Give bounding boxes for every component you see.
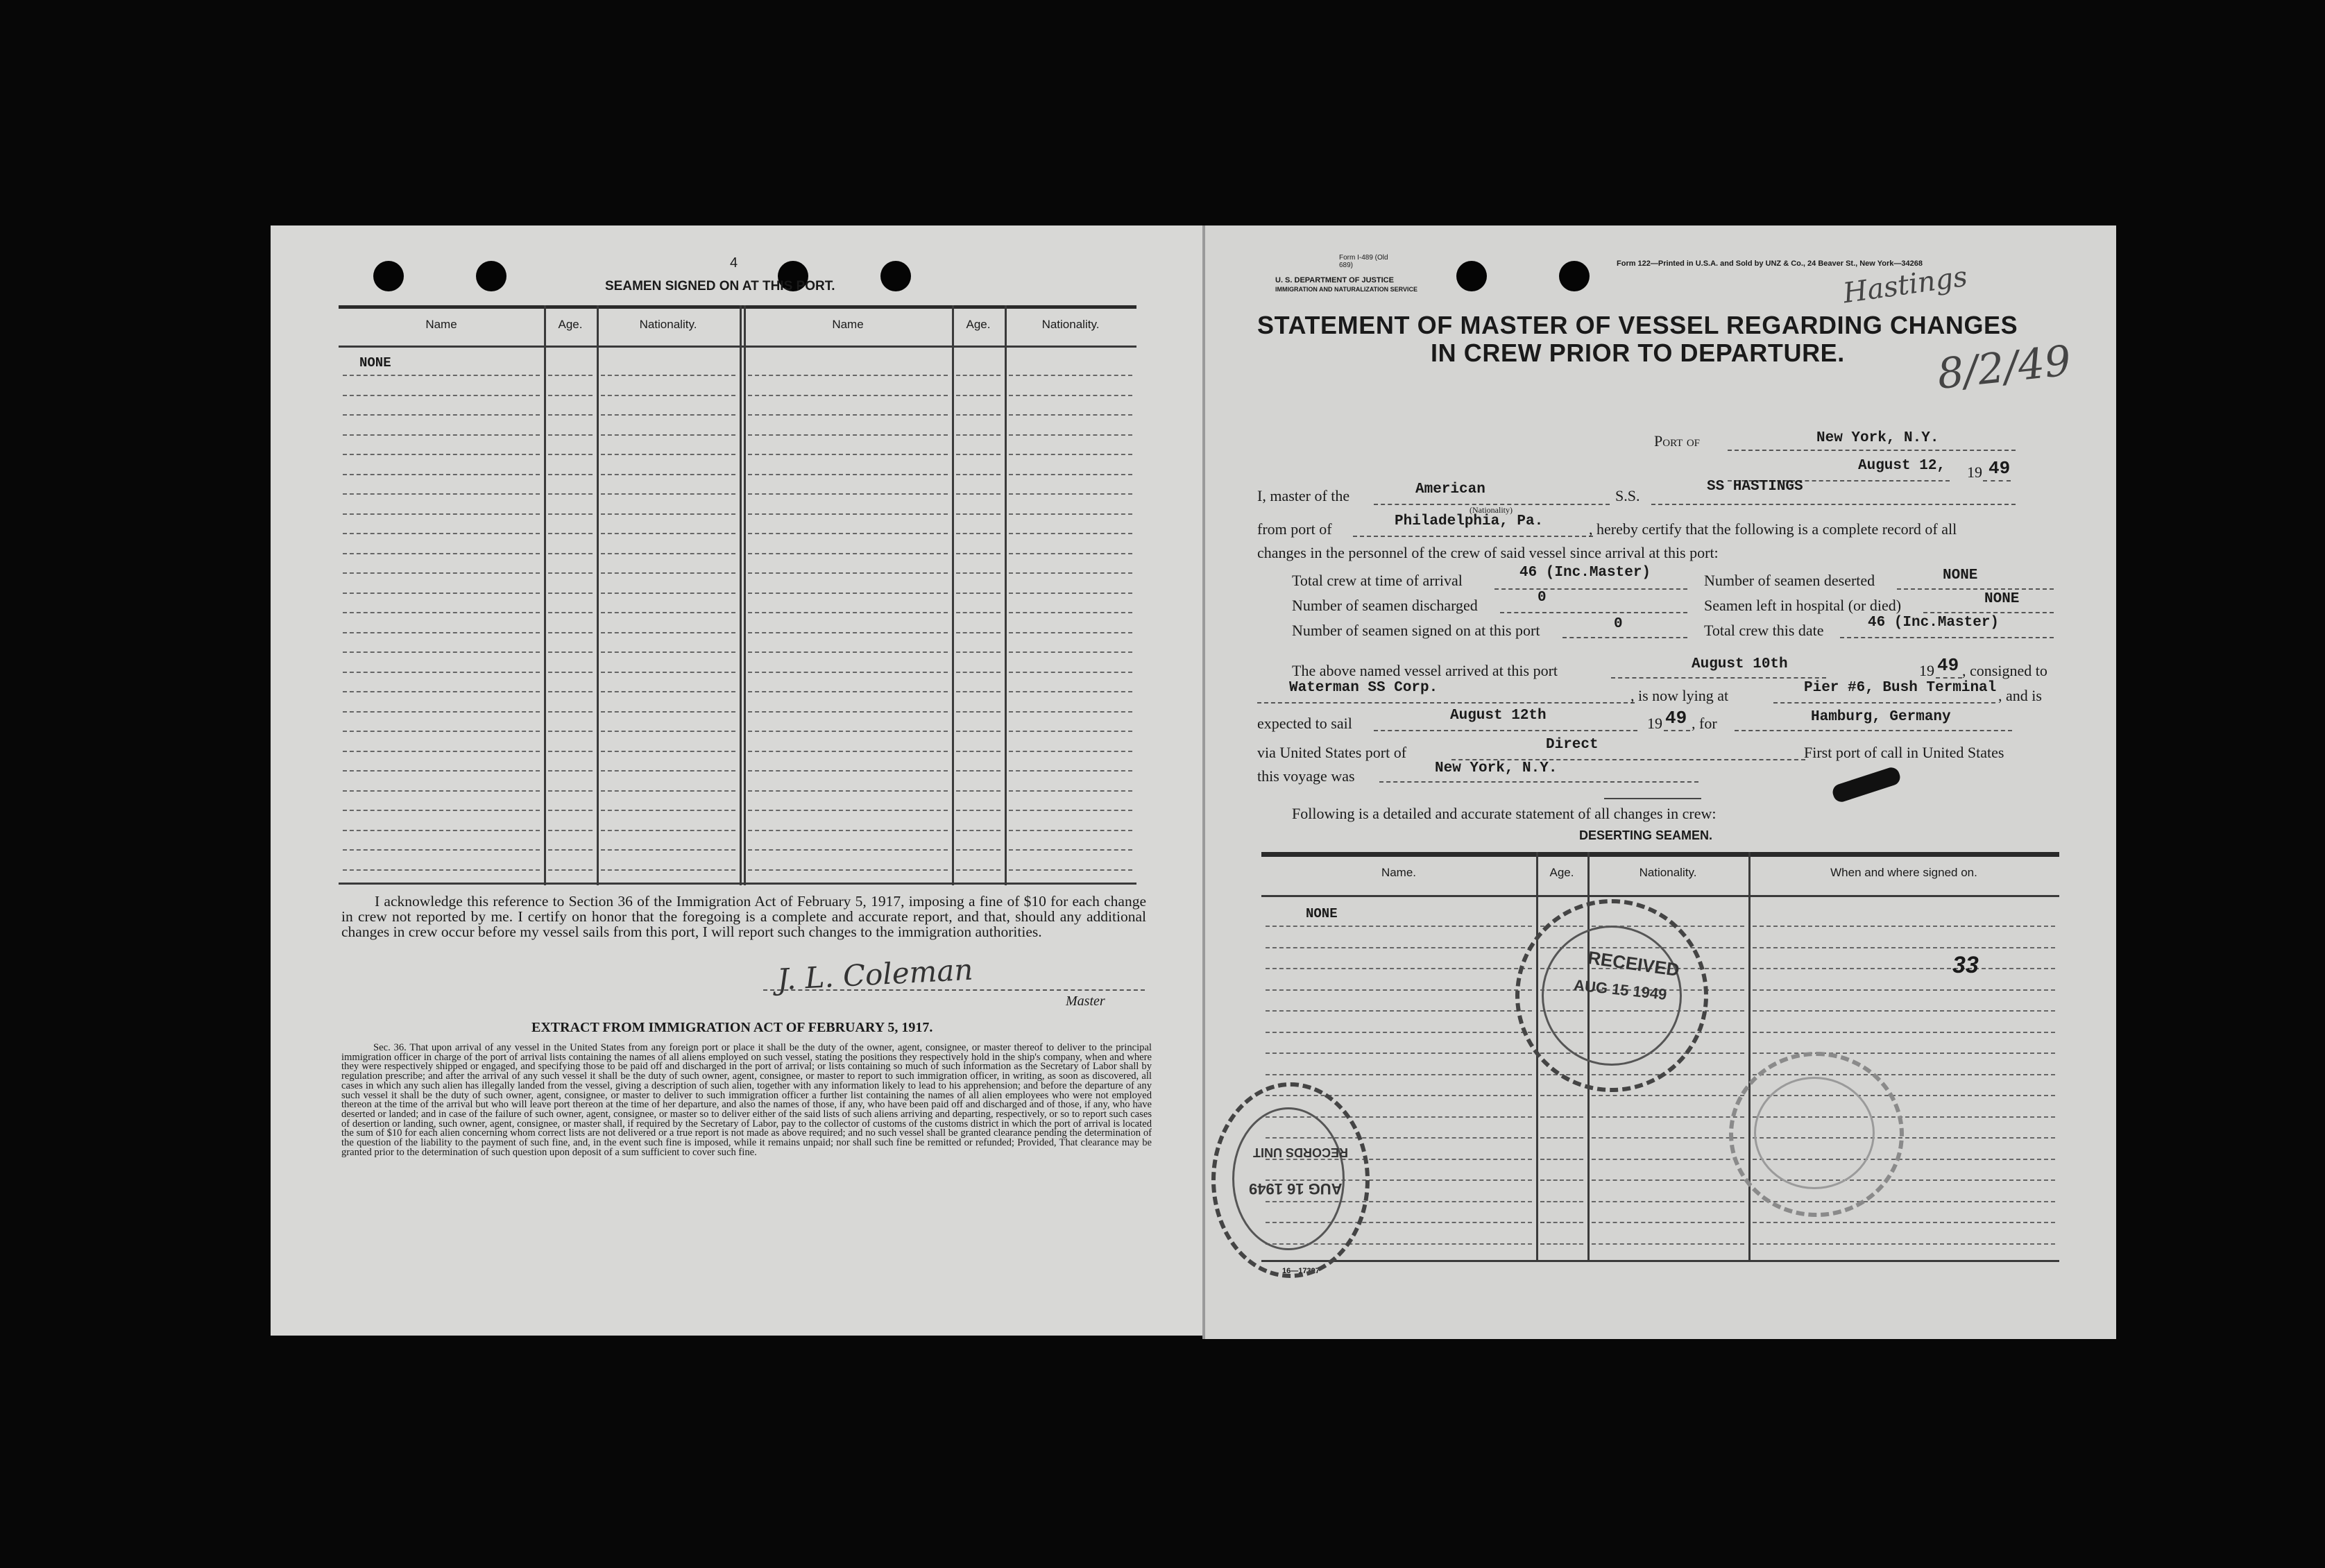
first-entry: NONE — [1306, 906, 1338, 921]
table-rule — [548, 770, 593, 772]
table-rule — [748, 711, 948, 713]
punch-hole — [1456, 261, 1487, 291]
table-rule — [1592, 1137, 1744, 1139]
deserted-value: NONE — [1943, 568, 1978, 583]
handwritten-vessel-name: Hastings — [1841, 260, 1970, 310]
for-label: , for — [1692, 715, 1717, 732]
lying-label: , is now lying at — [1630, 687, 1729, 704]
table-rule — [1592, 1222, 1744, 1223]
form-id: Form I-489 (Old 689) — [1339, 254, 1388, 269]
acknowledgement-text: I acknowledge this reference to Section 36 of the Immigration Act of February 5, 1917, imposing a fine of $10 for each change in crew not reported by me. I certify on honor that the foregoing is a complete and accurate report, and that, should any additional changes in crew occur before my vessel sails from this port, I will report such changes to the immigration authorities. — [341, 893, 1146, 940]
column-header: When and where signed on. — [1830, 866, 1977, 879]
page-fold — [1202, 225, 1205, 1339]
table-rule — [343, 493, 540, 495]
table-rule — [343, 612, 540, 613]
department: U. S. DEPARTMENT OF JUSTICE — [1275, 276, 1394, 284]
table-rule — [1540, 1222, 1583, 1223]
table-rule — [343, 474, 540, 475]
hospital-label: Seamen left in hospital (or died) — [1704, 597, 1902, 614]
table-rule — [548, 434, 593, 436]
table-rule — [548, 790, 593, 792]
table-rule — [343, 651, 540, 653]
arrived-year: 49 — [1937, 655, 1959, 676]
via-value: Direct — [1546, 737, 1599, 753]
table-rule — [548, 849, 593, 851]
page-count: 33 — [1952, 952, 1979, 978]
table-rule — [956, 434, 1000, 436]
received-stamp-label: RECEIVED — [1586, 946, 1681, 981]
table-rule — [748, 672, 948, 673]
table-rule — [748, 474, 948, 475]
printer-note: Form 122—Printed in U.S.A. and Sold by UNZ & Co., 24 Beaver St., New York—34268 — [1617, 259, 1923, 268]
table-rule — [1753, 989, 2055, 991]
table-rule — [601, 553, 735, 554]
table-rule — [956, 533, 1000, 534]
table-rule — [601, 849, 735, 851]
table-rule — [601, 691, 735, 692]
column-header: Name. — [1381, 866, 1417, 879]
table-rule — [956, 375, 1000, 376]
table-rule — [748, 454, 948, 455]
table-rule — [343, 869, 540, 871]
via-label: via United States port of — [1257, 744, 1407, 761]
table-rule — [548, 632, 593, 633]
following-text: Following is a detailed and accurate statement of all changes in crew: — [1292, 805, 1717, 822]
voyage-value: New York, N.Y. — [1435, 760, 1558, 776]
extract-text: Sec. 36. That upon arrival of any vessel in the United States from any foreign port or place it shall be the duty of the owner, agent, consignee, or master thereof to deliver to the principal immigration officer in charge of the port of arrival lists containing the names of all aliens employed on such vessel, stating the positions they respectively hold in the ship's company, when and where they were respectively shipped or engaged, and specifying those to be paid off and discharged in the port of arrival; or lists containing so much of such information as the Secretary of Labor shall by regulation prescribe; and after the arrival of any such vessel it shall be the duty of such owner, agent, consignee, or master to report to such immigration officer, in writing, as soon as discovered, all cases in which any such alien has illegally landed from the vessel, giving a description of such alien, together with any information likely to lead to his apprehension; and before the departure of any such vessel it shall be the duty of such owner, agent, consignee, or master to deliver to such immigration officer a further list containing the names of all alien employees who were not employed thereon at the time of the arrival but who will leave port thereon at the time of her departure, and also the names of those, if any, who have been paid off and discharged and of those, if any, who have deserted or landed; and in case of the failure of such owner, agent, consignee, or master so to deliver either of the said lists of such aliens arriving and departing, respectively, or so to report such cases of desertion or landing, such owner, agent, consignee, or master shall, if required by the Secretary of Labor, pay to the collector of customs of the customs district in which the port of arrival is located the sum of $10 for each alien concerning whom correct lists are not delivered or a true report is not made as above required; and no such vessel shall be granted clearance pending the determination of the question of the liability to the payment of such fine, and, in the event such fine is imposed, while it remains unpaid; nor shall such fine be remitted or refunded; Provided, That clearance may be granted prior to the determination of such question upon deposit of a sum sufficient to cover such fine. — [341, 1042, 1152, 1158]
table-rule — [748, 731, 948, 732]
deserting-title: DESERTING SEAMEN. — [1579, 828, 1713, 842]
table-rule — [343, 593, 540, 594]
footer-code: 16—17397 — [1282, 1267, 1320, 1275]
table-rule — [343, 731, 540, 732]
destination-value: Hamburg, Germany — [1811, 709, 1951, 725]
table-rule — [748, 553, 948, 554]
table-rule — [748, 572, 948, 574]
expected-label: expected to sail — [1257, 715, 1352, 732]
column-header: Name — [425, 318, 457, 331]
table-rule — [343, 770, 540, 772]
table-rule — [1009, 513, 1132, 515]
master-signature: J. L. Coleman — [776, 952, 974, 997]
table-rule — [1540, 1179, 1583, 1181]
table-rule — [548, 593, 593, 594]
table-rule — [343, 513, 540, 515]
table-rule — [601, 810, 735, 811]
table-rule — [601, 434, 735, 436]
table-rule — [548, 414, 593, 416]
table-rule — [548, 533, 593, 534]
column-header: Age. — [558, 318, 583, 331]
page-number: 4 — [730, 255, 738, 271]
table-rule — [748, 790, 948, 792]
table-rule — [748, 632, 948, 633]
table-rule — [548, 474, 593, 475]
table-rule — [1540, 1095, 1583, 1096]
table-rule — [1009, 672, 1132, 673]
table-rule — [956, 830, 1000, 831]
total-crew-arrival-label: Total crew at time of arrival — [1292, 572, 1463, 589]
table-rule — [601, 751, 735, 752]
changes-text: changes in the personnel of the crew of said vessel since arrival at this port: — [1257, 544, 1719, 561]
table-rule — [1009, 434, 1132, 436]
column-header: Nationality. — [1639, 866, 1697, 879]
certify-text: , hereby certify that the following is a complete record of all — [1589, 520, 1957, 538]
table-rule — [343, 414, 540, 416]
table-rule — [1009, 593, 1132, 594]
column-header: Nationality. — [639, 318, 697, 331]
form-title-line2: IN CREW PRIOR TO DEPARTURE. — [1431, 339, 1845, 367]
table-rule — [343, 672, 540, 673]
from-port-value: Philadelphia, Pa. — [1395, 513, 1544, 529]
table-rule — [548, 612, 593, 613]
table-rule — [548, 493, 593, 495]
total-crew-date-value: 46 (Inc.Master) — [1868, 615, 2000, 631]
punch-hole — [476, 261, 506, 291]
handwritten-date: 8/2/49 — [1934, 336, 2074, 399]
table-rule — [956, 790, 1000, 792]
table-rule — [1753, 1032, 2055, 1033]
table-rule — [601, 593, 735, 594]
table-rule — [1592, 1201, 1744, 1202]
table-rule — [343, 711, 540, 713]
table-rule — [601, 375, 735, 376]
table-rule — [601, 651, 735, 653]
table-rule — [601, 830, 735, 831]
table-rule — [748, 593, 948, 594]
table-rule — [548, 672, 593, 673]
table-rule — [548, 830, 593, 831]
punch-hole — [373, 261, 404, 291]
table-rule — [748, 612, 948, 613]
table-rule — [1009, 770, 1132, 772]
table-rule — [601, 395, 735, 396]
table-rule — [1009, 632, 1132, 633]
voyage-label: this voyage was — [1257, 767, 1355, 785]
table-rule — [1009, 375, 1132, 376]
sail-year: 49 — [1665, 708, 1687, 728]
table-rule — [956, 651, 1000, 653]
table-rule — [748, 770, 948, 772]
table-rule — [343, 572, 540, 574]
table-rule — [1592, 1116, 1744, 1118]
table-rule — [1753, 1010, 2055, 1012]
table-rule — [1266, 989, 1532, 991]
table-rule — [748, 810, 948, 811]
table-rule — [601, 632, 735, 633]
table-rule — [548, 454, 593, 455]
table-rule — [1009, 474, 1132, 475]
table-rule — [601, 770, 735, 772]
nationality-value: American — [1415, 482, 1485, 497]
table-rule — [548, 395, 593, 396]
table-rule — [548, 711, 593, 713]
table-rule — [1009, 533, 1132, 534]
arrived-label: The above named vessel arrived at this port — [1292, 662, 1558, 679]
table-rule — [1009, 612, 1132, 613]
table-rule — [548, 751, 593, 752]
ss-label: S.S. — [1615, 487, 1640, 504]
signed-on-value: 0 — [1614, 616, 1623, 632]
table-rule — [548, 691, 593, 692]
table-rule — [748, 434, 948, 436]
table-rule — [601, 454, 735, 455]
arrived-value: August 10th — [1692, 656, 1788, 672]
table-rule — [1266, 968, 1532, 969]
table-rule — [956, 414, 1000, 416]
table-rule — [956, 849, 1000, 851]
table-rule — [956, 572, 1000, 574]
table-rule — [1009, 414, 1132, 416]
table-rule — [748, 493, 948, 495]
table-rule — [748, 414, 948, 416]
records-unit-stamp-date: AUG 16 1949 — [1249, 1180, 1343, 1198]
table-rule — [1592, 1243, 1744, 1245]
table-rule — [601, 414, 735, 416]
table-rule — [1009, 731, 1132, 732]
table-rule — [956, 672, 1000, 673]
table-rule — [748, 533, 948, 534]
vessel-value: SS HASTINGS — [1707, 479, 1803, 495]
table-rule — [1009, 751, 1132, 752]
table-rule — [601, 869, 735, 871]
table-rule — [1540, 1159, 1583, 1160]
pier-value: Pier #6, Bush Terminal — [1804, 680, 1997, 696]
table-rule — [1009, 553, 1132, 554]
table-rule — [548, 572, 593, 574]
table-rule — [748, 869, 948, 871]
table-rule — [956, 513, 1000, 515]
table-rule — [748, 751, 948, 752]
table-rule — [956, 593, 1000, 594]
table-rule — [601, 672, 735, 673]
table-rule — [601, 533, 735, 534]
table-rule — [956, 395, 1000, 396]
table-rule — [343, 395, 540, 396]
table-rule — [1009, 572, 1132, 574]
table-rule — [1540, 1116, 1583, 1118]
section-title: SEAMEN SIGNED ON AT THIS PORT. — [605, 279, 835, 293]
table-rule — [1266, 1032, 1532, 1033]
arrived-year-prefix: 19 — [1919, 662, 1934, 679]
table-rule — [1009, 691, 1132, 692]
table-rule — [343, 553, 540, 554]
table-rule — [601, 612, 735, 613]
table-rule — [548, 731, 593, 732]
table-rule — [956, 751, 1000, 752]
table-rule — [601, 731, 735, 732]
punch-hole — [880, 261, 911, 291]
table-rule — [548, 513, 593, 515]
table-rule — [548, 651, 593, 653]
column-header: Name — [832, 318, 864, 331]
table-rule — [1266, 1053, 1532, 1054]
table-rule — [601, 790, 735, 792]
table-rule — [1592, 1095, 1744, 1096]
table-rule — [1009, 395, 1132, 396]
table-rule — [1540, 1137, 1583, 1139]
total-crew-date-label: Total crew this date — [1704, 622, 1824, 639]
table-rule — [343, 849, 540, 851]
extract-title: EXTRACT FROM IMMIGRATION ACT OF FEBRUARY 5, 1917. — [531, 1020, 933, 1035]
table-rule — [1266, 1074, 1532, 1075]
table-rule — [343, 830, 540, 831]
sail-value: August 12th — [1450, 708, 1547, 724]
table-rule — [956, 454, 1000, 455]
table-rule — [1009, 810, 1132, 811]
table-rule — [1266, 926, 1532, 927]
table-rule — [1009, 454, 1132, 455]
table-rule — [601, 474, 735, 475]
table-rule — [1009, 711, 1132, 713]
table-rule — [601, 493, 735, 495]
table-rule — [343, 533, 540, 534]
table-rule — [1009, 493, 1132, 495]
table-rule — [343, 810, 540, 811]
table-rule — [956, 474, 1000, 475]
column-header: Nationality. — [1041, 318, 1100, 331]
table-rule — [343, 751, 540, 752]
table-rule — [748, 849, 948, 851]
table-rule — [956, 731, 1000, 732]
records-unit-stamp-ring — [1232, 1107, 1345, 1250]
table-rule — [956, 770, 1000, 772]
table-rule — [956, 493, 1000, 495]
records-unit-stamp-label: RECORDS UNIT — [1253, 1145, 1349, 1159]
sail-year-prefix: 19 — [1647, 715, 1662, 732]
table-rule — [548, 869, 593, 871]
column-header: Age. — [1549, 866, 1574, 879]
table-rule — [601, 711, 735, 713]
and-is: , and is — [1998, 687, 2042, 704]
first-port-label: First port of call in United States — [1804, 744, 2004, 761]
table-rule — [1753, 1222, 2055, 1223]
table-rule — [548, 553, 593, 554]
table-rule — [1009, 790, 1132, 792]
master-of-the-label: I, master of the — [1257, 487, 1350, 504]
from-port-label: from port of — [1257, 520, 1332, 538]
table-rule — [601, 572, 735, 574]
column-header: Age. — [966, 318, 991, 331]
table-rule — [1540, 1243, 1583, 1245]
table-rule — [548, 375, 593, 376]
total-crew-arrival-value: 46 (Inc.Master) — [1519, 565, 1651, 581]
table-rule — [748, 395, 948, 396]
port-label: Port of — [1654, 432, 1701, 450]
table-rule — [956, 810, 1000, 811]
table-rule — [956, 553, 1000, 554]
table-rule — [1753, 1243, 2055, 1245]
table-rule — [956, 711, 1000, 713]
seamen-signed-on-table — [339, 305, 1136, 885]
table-rule — [1009, 849, 1132, 851]
consignee-value: Waterman SS Corp. — [1289, 680, 1438, 696]
deserted-label: Number of seamen deserted — [1704, 572, 1875, 589]
form-title-line1: STATEMENT OF MASTER OF VESSEL REGARDING CHANGES — [1257, 311, 2018, 339]
discharged-label: Number of seamen discharged — [1292, 597, 1478, 614]
table-rule — [343, 434, 540, 436]
table-rule — [343, 790, 540, 792]
table-rule — [548, 810, 593, 811]
year-value: 49 — [1988, 458, 2011, 479]
table-rule — [956, 612, 1000, 613]
table-rule — [748, 513, 948, 515]
discharged-value: 0 — [1538, 590, 1547, 606]
table-rule — [956, 691, 1000, 692]
table-rule — [748, 830, 948, 831]
table-rule — [748, 691, 948, 692]
table-rule — [1009, 869, 1132, 871]
master-label: Master — [1066, 994, 1105, 1009]
table-rule — [1753, 968, 2055, 969]
table-rule — [1592, 1179, 1744, 1181]
table-rule — [748, 375, 948, 376]
punch-hole — [1559, 261, 1590, 291]
table-rule — [1540, 1201, 1583, 1202]
date-value: August 12, — [1858, 458, 1946, 474]
table-rule — [343, 375, 540, 376]
table-rule — [1009, 651, 1132, 653]
table-rule — [956, 632, 1000, 633]
table-rule — [1009, 830, 1132, 831]
hospital-value: NONE — [1984, 591, 2020, 607]
year-prefix: 19 — [1967, 463, 1982, 481]
table-rule — [1592, 1159, 1744, 1160]
table-rule — [956, 869, 1000, 871]
table-rule — [343, 632, 540, 633]
table-rule — [343, 691, 540, 692]
faint-stamp-ring — [1754, 1077, 1875, 1189]
port-value: New York, N.Y. — [1816, 430, 1939, 446]
table-rule — [748, 651, 948, 653]
received-stamp-date: AUG 15 1949 — [1573, 976, 1668, 1003]
signed-on-label: Number of seamen signed on at this port — [1292, 622, 1540, 639]
table-rule — [601, 513, 735, 515]
table-rule — [1753, 926, 2055, 927]
first-entry: NONE — [359, 355, 391, 370]
table-rule — [1266, 1010, 1532, 1012]
table-rule — [1266, 947, 1532, 948]
service: IMMIGRATION AND NATURALIZATION SERVICE — [1275, 286, 1417, 293]
nationality-caption: (Nationality) — [1470, 505, 1513, 515]
table-rule — [1753, 947, 2055, 948]
consigned-label: , consigned to — [1962, 662, 2047, 679]
table-rule — [343, 454, 540, 455]
